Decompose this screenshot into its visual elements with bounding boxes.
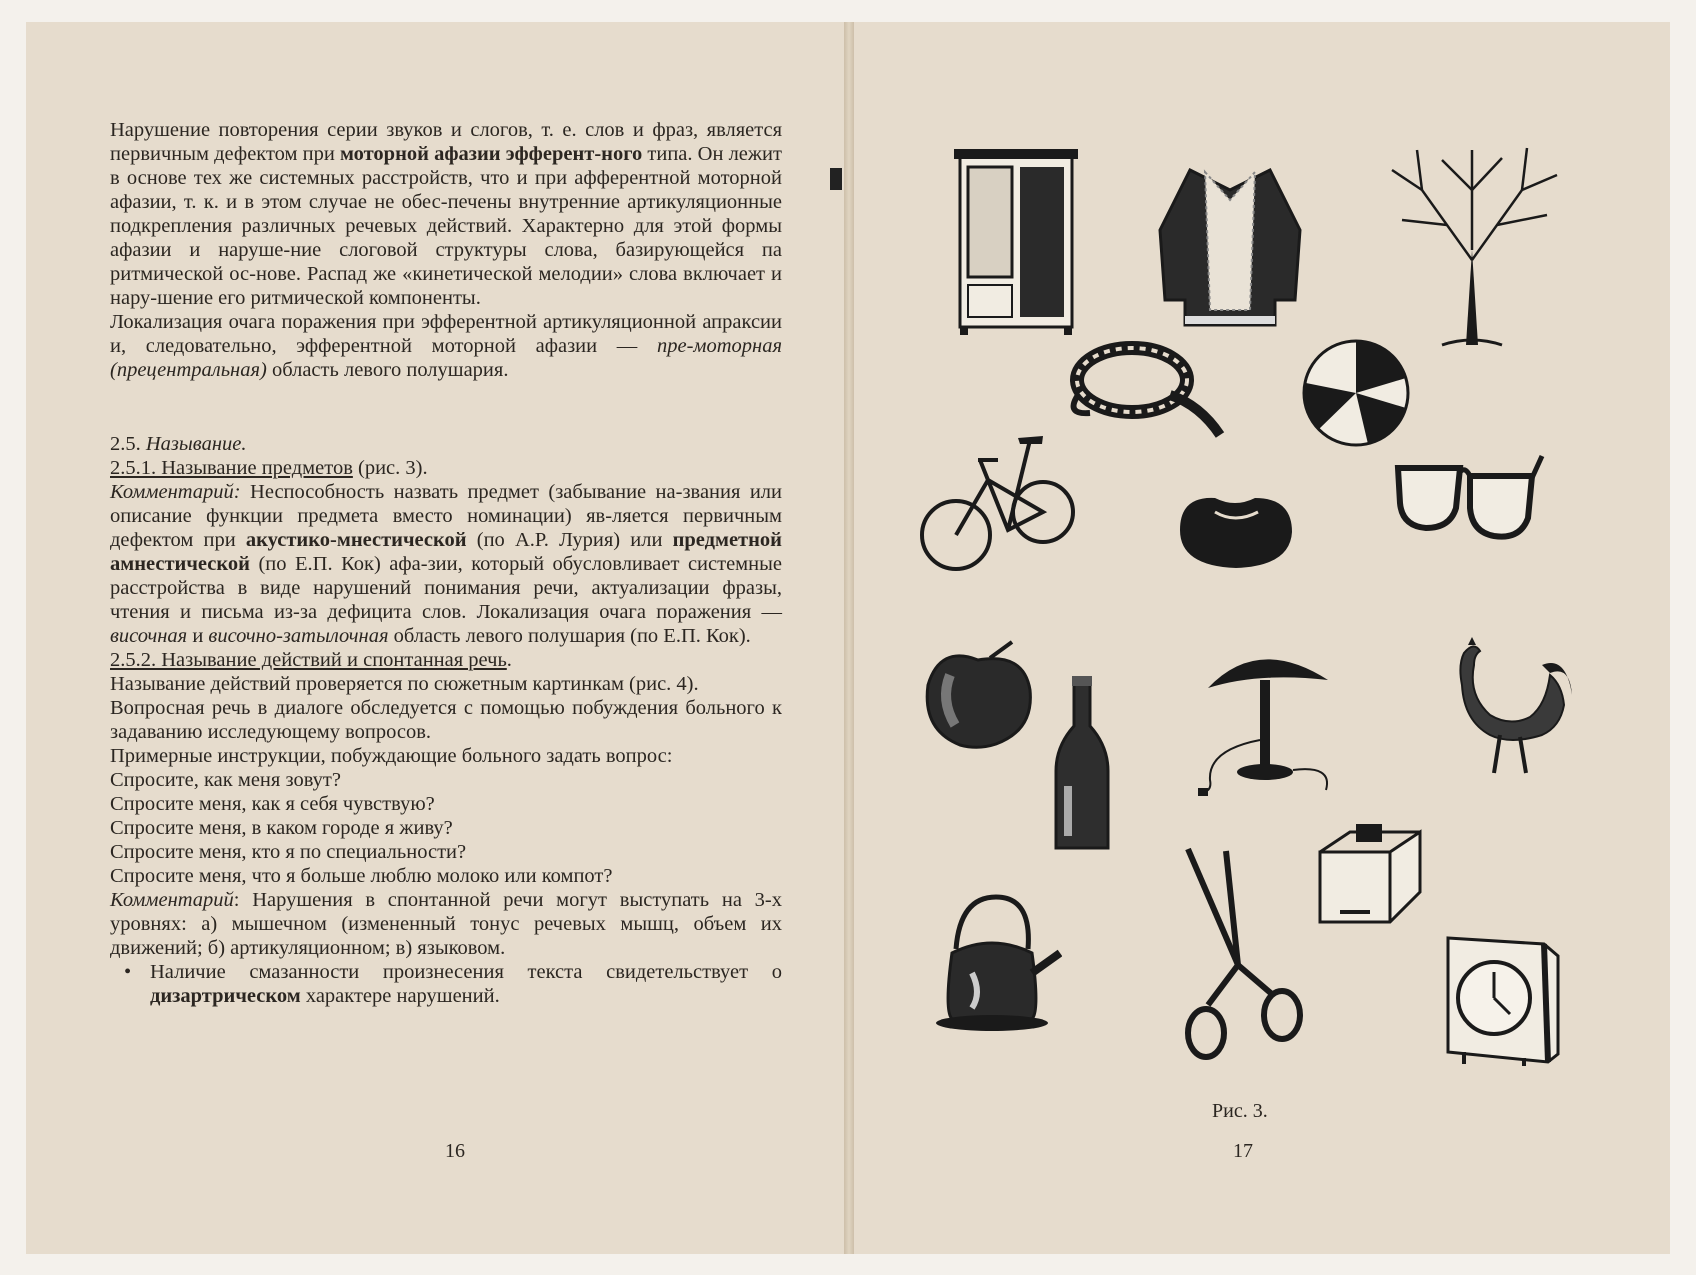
- apple-picture: [920, 640, 1038, 752]
- bottle-picture: [1050, 676, 1114, 856]
- scissors-picture: [1178, 845, 1308, 1060]
- glasses-picture: [1390, 448, 1550, 558]
- wardrobe-picture: [950, 145, 1082, 337]
- left-page-number: 16: [445, 1140, 465, 1162]
- paragraph-actions: Называние действий проверяется по сюжетным картинкам (рис. 4).: [110, 673, 699, 695]
- figure-caption: Рис. 3.: [1212, 1100, 1268, 1122]
- rooster-picture: [1450, 635, 1580, 777]
- right-page-number: 17: [1233, 1140, 1253, 1162]
- question-item: Спросите меня, в каком городе я живу?: [110, 817, 453, 839]
- bullet-item: • Наличие смазанности произнесения текста свидетельствует о дизартрическом характере нарушений.: [110, 960, 782, 1008]
- ball-picture: [1298, 338, 1414, 448]
- section-heading-2-5-2: 2.5.2. Называние действий и спонтанная речь.: [110, 649, 512, 671]
- snake-picture: [1060, 335, 1230, 450]
- table-lamp-picture: [1198, 640, 1338, 800]
- question-item: Спросите меня, что я больше люблю молоко или компот?: [110, 865, 613, 887]
- section-heading-2-5: 2.5. Называние.: [110, 433, 247, 455]
- tree-picture: [1362, 130, 1582, 352]
- paragraph-question-speech: Вопросная речь в диалоге обследуется с помощью побуждения больного к задаванию исследующему вопросов.: [110, 697, 782, 743]
- section-heading-2-5-1: 2.5.1. Называние предметов (рис. 3).: [110, 457, 428, 479]
- bread-loaf-picture: [1170, 490, 1300, 572]
- question-item: Спросите, как меня зовут?: [110, 769, 341, 791]
- book-gutter: [844, 22, 854, 1254]
- inkwell-picture: [1310, 822, 1430, 932]
- bullet-icon: •: [124, 961, 132, 983]
- fur-coat-picture: [1150, 160, 1310, 330]
- paragraph-efferent-aphasia: Нарушение повторения серии звуков и слогов, т. е. слов и фраз, является первичным дефектом при моторной афазии эфферент-ного типа. Он лежит в основе тех же системных расстройств, что и при афферентной моторной афазии, т. к. и в этом случае не обес-печены внутренние артикуляционные подкрепления различных речевых действий. Характерно для этой формы афазии и наруше-ние слоговой структуры слова, базирующейся па ритмической ос-нове. Распад же «кинетической мелодии» слова включает и нару-шение его ритмической компоненты.: [110, 119, 782, 309]
- question-item: Спросите меня, кто я по специальности?: [110, 841, 467, 863]
- comment-spontaneous-speech: Комментарий: Нарушения в спонтанной речи могут выступать на 3-х уровнях: а) мышечном (измененный тонус речевых мышц, объем их движений; б) артикуляционном; в) языковом.: [110, 889, 782, 959]
- left-page-text: [110, 118, 782, 1008]
- kettle-picture: [932, 893, 1062, 1033]
- question-item: Спросите меня, как я себя чувствую?: [110, 793, 435, 815]
- paragraph-localization: Локализация очага поражения при эфферентной артикуляционной апраксии и, следовательно, эфферентной моторной афазии — пре-моторная (прецентральная) область левого полушария.: [110, 311, 782, 381]
- bicycle-picture: [918, 430, 1076, 580]
- page-edge-mark: [830, 168, 842, 190]
- clock-picture: [1444, 934, 1562, 1066]
- paragraph-instructions: Примерные инструкции, побуждающие больного задать вопрос:: [110, 745, 673, 767]
- comment-naming: Комментарий: Неспособность назвать предмет (забывание на-звания или описание функции предмета вместо номинации) яв-ляется первичным дефектом при акустико-мнестической (по А.Р. Лурия) или предметной амнестической (по Е.П. Кок) афа-зии, который обусловливает системные расстройства в виде нарушений понимания речи, актуализации фразы, чтения и письма из-за дефицита слов. Локализация очага поражения — височная и височно-затылочная область левого полушария (по Е.П. Кок).: [110, 481, 782, 647]
